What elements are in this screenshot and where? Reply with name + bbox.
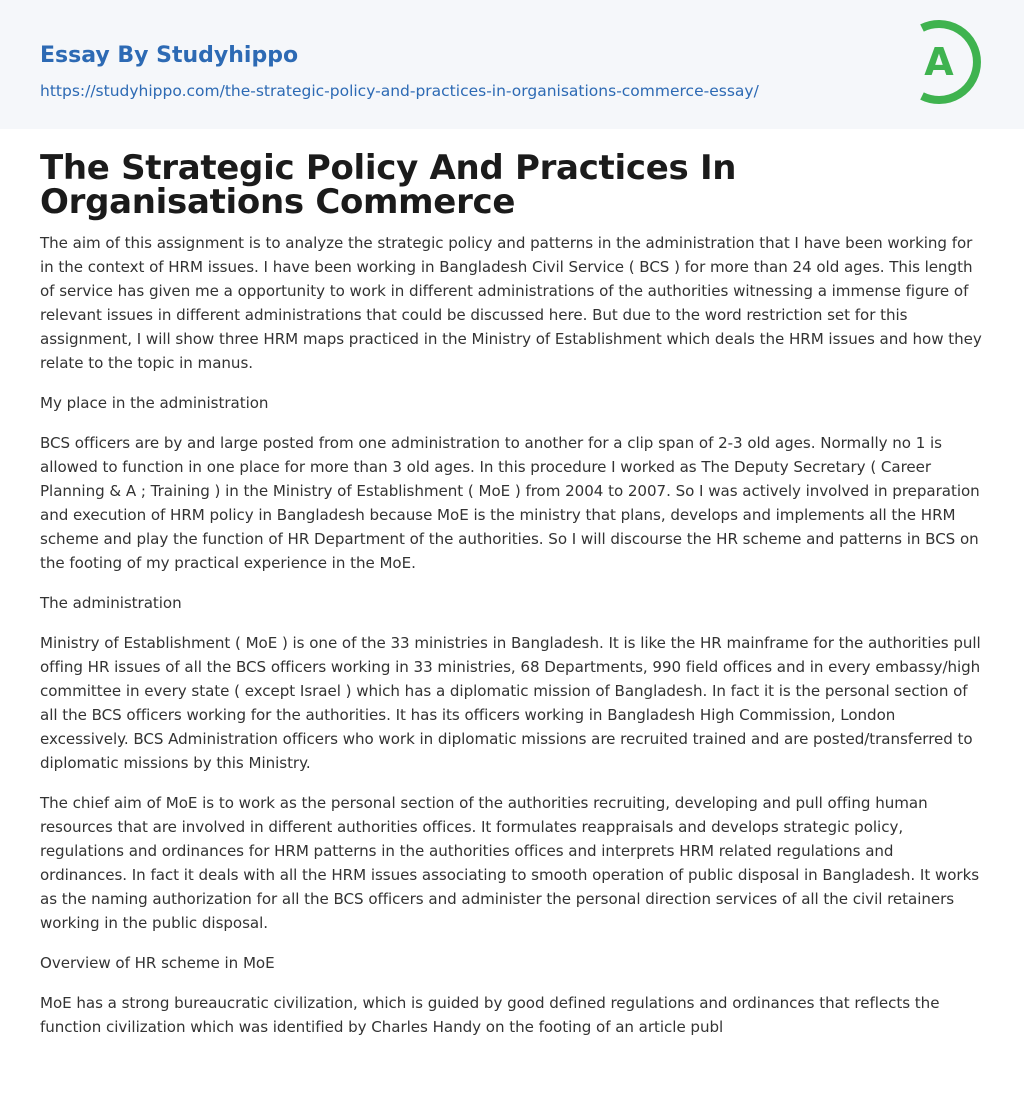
logo-letter: A (924, 40, 954, 84)
site-header (0, 0, 1024, 129)
section-heading-my-place: My place in the administration (40, 394, 269, 412)
essay-content (0, 148, 1024, 1039)
section-heading-administration: The administration (40, 594, 182, 612)
site-brand[interactable]: Essay By Studyhippo (40, 43, 299, 68)
essay-paragraph-chief-aim: The chief aim of MoE is to work as the personal section of the authorities recruiting, developing and pull offing human resources that are involved in different authorities offices. It formulates reappraisals and develops strategic policy, regulations and ordinances for HRM patterns in the authorities offices and interprets HRM related regulations and ordinances. In fact it deals with all the HRM issues associating to smooth operation of public disposal in Bangladesh. It works as the naming authorization for all the BCS officers and administer the personal direction services of all the civil retainers working in the public disposal. (40, 794, 980, 932)
essay-paragraph-intro: The aim of this assignment is to analyze the strategic policy and patterns in the administration that I have been working for in the context of HRM issues. I have been working in Bangladesh Civil Service ( BCS ) for more than 24 old ages. This length of service has given me a opportunity to work in different administrations of the authorities witnessing a immense figure of relevant issues in different administrations that could be discussed here. But due to the word restriction set for this assignment, I will show three HRM maps practiced in the Ministry of Establishment which deals the HRM issues and how they relate to the topic in manus. (40, 234, 982, 372)
essay-paragraph-overview: MoE has a strong bureaucratic civilization, which is guided by good defined regulations and ordinances that reflects the function civilization which was identified by Charles Handy on the footing of an article publ (40, 994, 940, 1036)
source-url-link[interactable]: https://studyhippo.com/the-strategic-policy-and-practices-in-organisations-commerce-essay/ (40, 82, 759, 100)
essay-paragraph-my-place: BCS officers are by and large posted from one administration to another for a clip span of 2-3 old ages. Normally no 1 is allowed to function in one place for more than 3 old ages. In this procedure I worked as The Deputy Secretary ( Career Planning & A ; Training ) in the Ministry of Establishment ( MoE ) from 2004 to 2007. So I was actively involved in preparation and execution of HRM policy in Bangladesh because MoE is the ministry that plans, develops and implements all the HRM scheme and play the function of HR Department of the authorities. So I will discourse the HR scheme and patterns in BCS on the footing of my practical experience in the MoE. (40, 434, 980, 572)
section-heading-overview: Overview of HR scheme in MoE (40, 954, 275, 972)
essay-title: The Strategic Policy And Practices In Organisations Commerce (40, 148, 737, 222)
studyhippo-logo-icon[interactable] (912, 19, 986, 105)
essay-paragraph-administration: Ministry of Establishment ( MoE ) is one of the 33 ministries in Bangladesh. It is like the HR mainframe for the authorities pull offing HR issues of all the BCS officers working in 33 ministries, 68 Departments, 990 field offices and in every embassy/high committee in every state ( except Israel ) which has a diplomatic mission of Bangladesh. In fact it is the personal section of all the BCS officers working for the authorities. It has its officers working in Bangladesh High Commission, London excessively. BCS Administration officers who work in diplomatic missions are recruited trained and are posted/transferred to diplomatic missions by this Ministry. (40, 634, 981, 772)
